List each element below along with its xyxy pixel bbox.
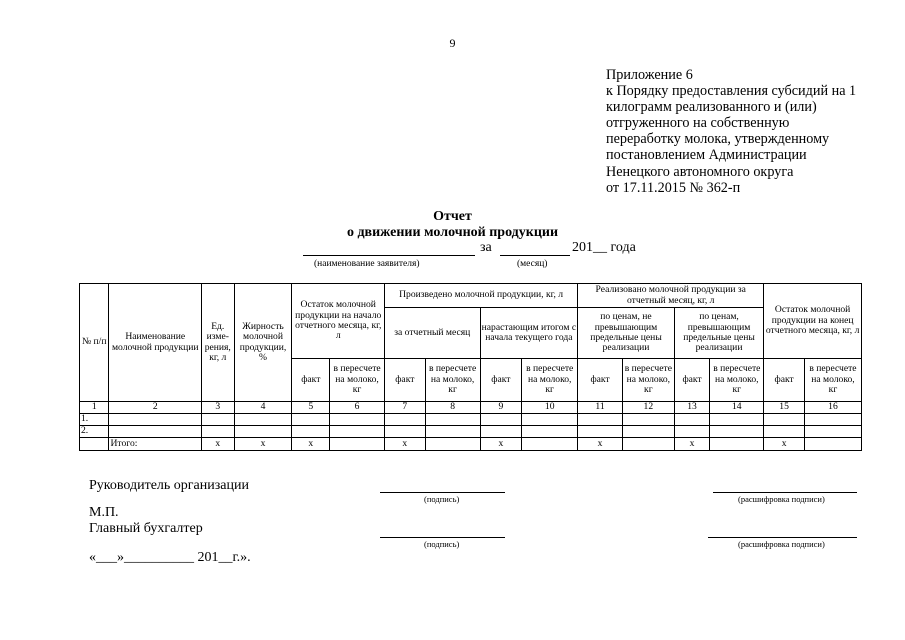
total-blank bbox=[80, 438, 109, 451]
accountant-signature-line[interactable] bbox=[380, 537, 505, 538]
fact-header: факт bbox=[385, 359, 426, 402]
title-line-2: о движении молочной продукции bbox=[346, 225, 559, 240]
column-numbers-row bbox=[80, 402, 862, 414]
column-number: 4 bbox=[234, 402, 292, 414]
appendix-line: переработку молока, утвержденному bbox=[606, 131, 830, 148]
total-cell[interactable] bbox=[804, 438, 861, 451]
appendix-line: Ненецкого автономного округа bbox=[606, 163, 794, 180]
milk-eq-header: в пересчете на молоко, кг bbox=[522, 359, 578, 402]
milk-eq-header: в пересчете на молоко, кг bbox=[330, 359, 385, 402]
column-number: 1 bbox=[80, 402, 109, 414]
table-cell[interactable] bbox=[622, 426, 674, 438]
produced-cumulative-header: нарастающим итогом с начала текущего года bbox=[480, 308, 578, 359]
appendix-line: к Порядку предоставления субсидий на 1 bbox=[606, 83, 857, 100]
fact-header: факт bbox=[674, 359, 710, 402]
head-label: Руководитель организации bbox=[89, 478, 249, 493]
page-number: 9 bbox=[449, 36, 456, 50]
x-mark: х bbox=[764, 438, 805, 451]
za-label: за bbox=[480, 240, 492, 255]
table-cell[interactable] bbox=[385, 414, 426, 426]
table-cell[interactable] bbox=[234, 414, 292, 426]
fact-header: факт bbox=[578, 359, 623, 402]
col-num-header: № п/п bbox=[80, 284, 109, 402]
table-cell[interactable] bbox=[480, 426, 522, 438]
total-row bbox=[80, 438, 862, 451]
column-number: 10 bbox=[522, 402, 578, 414]
total-cell[interactable] bbox=[330, 438, 385, 451]
report-table bbox=[79, 283, 862, 451]
milk-eq-header: в пересчете на молоко, кг bbox=[622, 359, 674, 402]
year-label: 201__ года bbox=[572, 240, 636, 255]
total-label: Итого: bbox=[109, 438, 202, 451]
fact-header: факт bbox=[292, 359, 330, 402]
total-cell[interactable] bbox=[425, 438, 480, 451]
table-cell[interactable] bbox=[330, 426, 385, 438]
column-number: 9 bbox=[480, 402, 522, 414]
column-number: 13 bbox=[674, 402, 710, 414]
row-number: 2. bbox=[80, 426, 109, 438]
column-number: 14 bbox=[710, 402, 764, 414]
table-cell[interactable] bbox=[109, 426, 202, 438]
x-mark: х bbox=[202, 438, 235, 451]
table-cell[interactable] bbox=[109, 414, 202, 426]
appendix-line: килограмм реализованного и (или) bbox=[606, 99, 817, 116]
report-title bbox=[250, 209, 655, 241]
appendix-line: отгруженного на собственную bbox=[606, 115, 790, 132]
column-number: 2 bbox=[109, 402, 202, 414]
x-mark: х bbox=[385, 438, 426, 451]
x-mark: х bbox=[234, 438, 292, 451]
accountant-label: Главный бухгалтер bbox=[89, 521, 203, 536]
table-cell[interactable] bbox=[292, 414, 330, 426]
column-number: 3 bbox=[202, 402, 235, 414]
x-mark: х bbox=[292, 438, 330, 451]
stamp-label: М.П. bbox=[89, 505, 119, 520]
date-line: «___»__________ 201__г.». bbox=[89, 550, 251, 565]
appendix-block bbox=[606, 67, 886, 196]
x-mark: х bbox=[480, 438, 522, 451]
produced-month-header: за отчетный месяц bbox=[385, 308, 481, 359]
appendix-line: постановлением Администрации bbox=[606, 147, 807, 164]
table-cell[interactable] bbox=[578, 426, 623, 438]
column-number: 6 bbox=[330, 402, 385, 414]
col-sold-header: Реализовано молочной продукции за отчетный месяц, кг, л bbox=[578, 284, 764, 308]
total-cell[interactable] bbox=[710, 438, 764, 451]
sold-not-exceed-header: по ценам, не превышающим предельные цены реализации bbox=[578, 308, 675, 359]
table-cell[interactable] bbox=[710, 426, 764, 438]
row-number: 1. bbox=[80, 414, 109, 426]
table-row bbox=[80, 426, 862, 438]
column-number: 11 bbox=[578, 402, 623, 414]
accountant-signature-hint: (подпись) bbox=[424, 539, 460, 549]
applicant-name-blank bbox=[303, 241, 475, 256]
table-cell[interactable] bbox=[385, 426, 426, 438]
milk-eq-header: в пересчете на молоко, кг bbox=[804, 359, 861, 402]
table-cell[interactable] bbox=[674, 426, 710, 438]
appendix-line: от 17.11.2015 № 362-п bbox=[606, 179, 741, 196]
column-number: 8 bbox=[425, 402, 480, 414]
month-hint: (месяц) bbox=[517, 259, 548, 269]
header-row-1 bbox=[80, 284, 862, 308]
total-cell[interactable] bbox=[522, 438, 578, 451]
total-cell[interactable] bbox=[622, 438, 674, 451]
head-decode-line[interactable] bbox=[713, 492, 857, 493]
table-cell[interactable] bbox=[804, 426, 861, 438]
column-number: 7 bbox=[385, 402, 426, 414]
table-cell[interactable] bbox=[674, 414, 710, 426]
table-cell[interactable] bbox=[710, 414, 764, 426]
title-line-1: Отчет bbox=[433, 209, 472, 224]
head-signature-line[interactable] bbox=[380, 492, 505, 493]
fact-header: факт bbox=[480, 359, 522, 402]
applicant-name-hint: (наименование заявителя) bbox=[314, 259, 420, 269]
table-cell[interactable] bbox=[425, 414, 480, 426]
table-cell[interactable] bbox=[764, 426, 805, 438]
head-signature-hint: (подпись) bbox=[424, 494, 460, 504]
accountant-decode-hint: (расшифровка подписи) bbox=[738, 539, 825, 549]
x-mark: х bbox=[674, 438, 710, 451]
col-start-header: Остаток молочной продукции на начало отчетного месяца, кг, л bbox=[292, 284, 385, 359]
table-cell[interactable] bbox=[292, 426, 330, 438]
column-number: 15 bbox=[764, 402, 805, 414]
head-decode-hint: (расшифровка подписи) bbox=[738, 494, 825, 504]
appendix-line: Приложение 6 bbox=[606, 67, 693, 83]
table-cell[interactable] bbox=[578, 414, 623, 426]
column-number: 16 bbox=[804, 402, 861, 414]
col-name-header: Наименование молочной продукции bbox=[109, 284, 202, 402]
milk-eq-header: в пересчете на молоко, кг bbox=[710, 359, 764, 402]
sold-exceed-header: по ценам, превышающим предельные цены реализации bbox=[674, 308, 764, 359]
table-cell[interactable] bbox=[234, 426, 292, 438]
accountant-decode-line[interactable] bbox=[708, 537, 857, 538]
table-cell[interactable] bbox=[202, 426, 235, 438]
fact-header: факт bbox=[764, 359, 805, 402]
table-row bbox=[80, 414, 862, 426]
table-cell[interactable] bbox=[522, 426, 578, 438]
column-number: 12 bbox=[622, 402, 674, 414]
table-cell[interactable] bbox=[202, 414, 235, 426]
column-number: 5 bbox=[292, 402, 330, 414]
table-cell[interactable] bbox=[330, 414, 385, 426]
x-mark: х bbox=[578, 438, 623, 451]
table-cell[interactable] bbox=[425, 426, 480, 438]
col-end-header: Остаток молочной продукции на конец отчетного месяца, кг, л bbox=[764, 284, 862, 359]
col-unit-header: Ед. изме-рения, кг, л bbox=[202, 284, 235, 402]
table-cell[interactable] bbox=[804, 414, 861, 426]
month-blank bbox=[500, 241, 570, 256]
milk-eq-header: в пересчете на молоко, кг bbox=[425, 359, 480, 402]
table-cell[interactable] bbox=[480, 414, 522, 426]
col-fat-header: Жирность молочной продукции, % bbox=[234, 284, 292, 402]
table-cell[interactable] bbox=[622, 414, 674, 426]
table-cell[interactable] bbox=[522, 414, 578, 426]
col-produced-header: Произведено молочной продукции, кг, л bbox=[385, 284, 578, 308]
table-cell[interactable] bbox=[764, 414, 805, 426]
